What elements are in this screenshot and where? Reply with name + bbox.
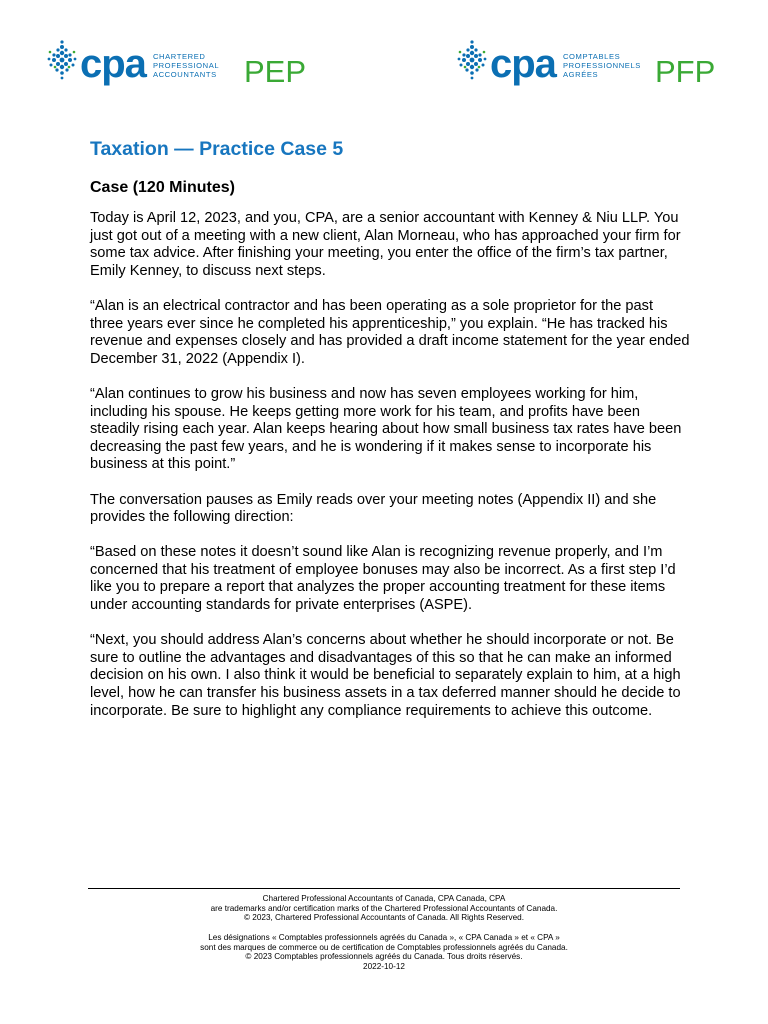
document-title: Taxation — Practice Case 5 — [90, 138, 344, 160]
cpa-wordmark: cpa — [490, 42, 556, 86]
maple-leaf-dots-icon — [46, 38, 78, 84]
body-paragraph: “Alan is an electrical contractor and has been operating as a sole proprietor for the past three years ever since he completed his apprenticeship,” you explain. “He has tracked his revenue and expenses closely and has provided a draft income statement for the year ended December 31, 2022 (Appendix I). — [90, 297, 690, 367]
body-paragraph: The conversation pauses as Emily reads over your meeting notes (Appendix II) and she provides the following direction: — [90, 491, 657, 526]
page-footer — [88, 888, 680, 972]
cpa-logo-french — [456, 38, 641, 84]
body-paragraph: “Based on these notes it doesn’t sound like Alan is recognizing revenue properly, and I’m concerned that his treatment of employee bonuses may also be incorrect. As a first step I’d like you to prepare a report that analyzes the proper accounting treatment for these items under accounting standards for private enterprises (ASPE). — [90, 544, 676, 614]
body-paragraph: “Alan continues to grow his business and now has seven employees working for him, including his spouse. He keeps getting more work for his team, and profits have been steadily rising each year. Alan keeps hearing about how small business tax rates have been decreasing the past few years, and he is wondering if it makes sense to incorporate his business at this point.” — [90, 385, 682, 473]
footer-date: 2022-10-12 — [363, 961, 405, 971]
cpa-subline — [153, 52, 219, 79]
cpa-subline-line: ACCOUNTANTS — [152, 69, 217, 79]
cpa-subline-line: CHARTERED — [152, 51, 206, 61]
footer-line-french: sont des marques de commerce ou de certification de Comptables professionnels agréés du Canada. — [200, 942, 568, 952]
program-label-pep: PEP — [244, 54, 307, 89]
footer-line-french: Les désignations « Comptables professionnels agréés du Canada », « CPA Canada » et « CPA » — [208, 932, 560, 942]
cpa-wordmark: cpa — [80, 42, 146, 86]
document-body — [90, 138, 690, 738]
body-paragraph: Today is April 12, 2023, and you, CPA, are a senior accountant with Kenney & Niu LLP. You just got out of a meeting with a new client, Alan Morneau, who has approached your firm for some tax advice. After finishing your meeting, you enter the office of the firm’s tax partner, Emily Kenney, to discuss next steps. — [90, 210, 681, 279]
cpa-logo-english — [46, 38, 219, 84]
footer-spacer — [88, 923, 680, 933]
cpa-subline-line: PROFESSIONNELS — [562, 60, 641, 70]
document-subtitle: Case (120 Minutes) — [90, 179, 235, 196]
body-paragraph: “Next, you should address Alan’s concerns about whether he should incorporate or not. Be sure to outline the advantages and disadvantages of this so that he can make an informed decision on his own. I also think it would be beneficial to separately explain to him, at a high level, how he can transfer his business assets in a tax deferred manner should he decide to incorporate. Be sure to highlight any compliance requirements to achieve this outcome. — [90, 632, 681, 719]
footer-line-english: © 2023, Chartered Professional Accountants of Canada. All Rights Reserved. — [243, 913, 525, 923]
footer-line-english: are trademarks and/or certification marks of the Chartered Professional Accountants of Canada. — [210, 903, 558, 913]
cpa-subline-line: AGRÉES — [562, 69, 599, 79]
footer-line-english: Chartered Professional Accountants of Canada, CPA Canada, CPA — [262, 894, 506, 903]
maple-leaf-dots-icon — [456, 38, 488, 84]
page-header — [0, 34, 768, 94]
program-label-pfp: PFP — [655, 54, 716, 89]
footer-line-french: © 2023 Comptables professionnels agréés du Canada. Tous droits réservés. — [245, 952, 523, 962]
cpa-subline-line: PROFESSIONAL — [152, 60, 220, 70]
cpa-subline-line: COMPTABLES — [562, 51, 621, 61]
cpa-subline — [563, 52, 641, 79]
